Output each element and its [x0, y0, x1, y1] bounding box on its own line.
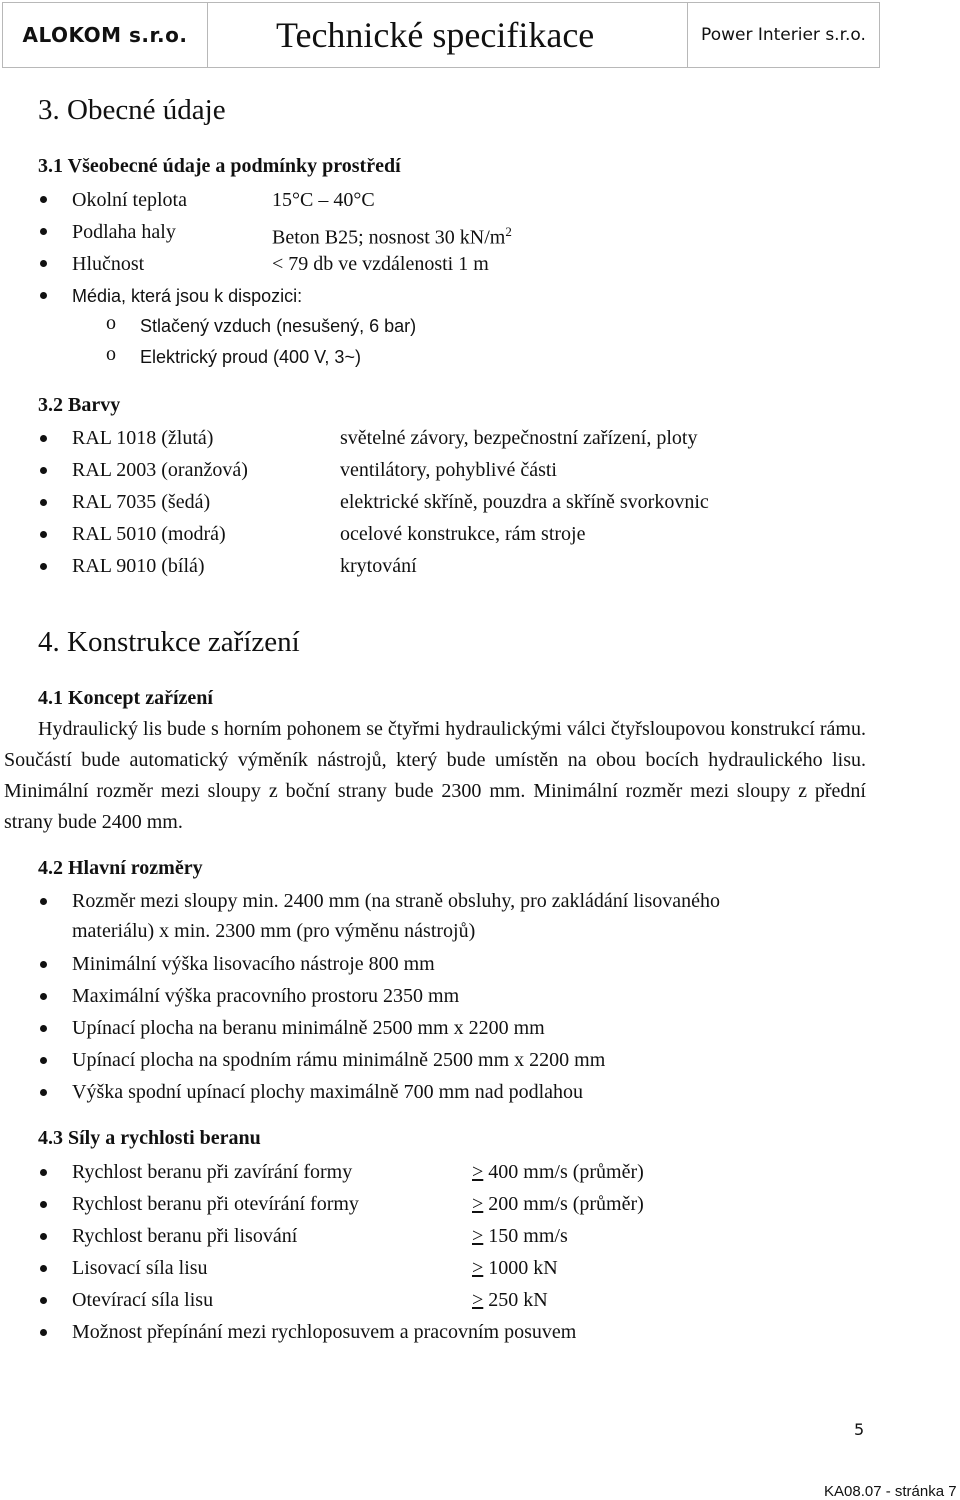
dimension-item: Rozměr mezi sloupy min. 2400 mm (na straně obsluhy, pro zakládání lisovaného	[72, 890, 721, 912]
bullet	[40, 1297, 47, 1304]
bullet	[40, 435, 47, 442]
ral-usage: světelné závory, bezpečnostní zařízení, ploty	[340, 427, 698, 449]
bullet	[40, 563, 47, 570]
force-label: Otevírací síla lisu	[72, 1289, 214, 1311]
dimension-item-continued: materiálu) x min. 2300 mm (pro výměnu nástrojů)	[72, 920, 476, 942]
media-item: Stlačený vzduch (nesušený, 6 bar)	[140, 316, 417, 336]
section-4-2-title: 4.2 Hlavní rozměry	[38, 857, 203, 879]
footer-code: KA08.07 - stránka 7	[824, 1483, 957, 1500]
section-3-title: 3. Obecné údaje	[38, 94, 226, 126]
dimension-item: Výška spodní upínací plochy maximálně 700 mm nad podlahou	[72, 1081, 584, 1103]
bullet	[40, 1025, 47, 1032]
bullet	[40, 961, 47, 968]
env-label: Podlaha haly	[72, 221, 176, 243]
section-4-title: 4. Konstrukce zařízení	[38, 626, 300, 658]
force-value: > 250 kN	[472, 1289, 548, 1311]
greater-equal-sign: >	[472, 1193, 484, 1215]
page-header	[2, 2, 880, 68]
section-4-3-title: 4.3 Síly a rychlosti beranu	[38, 1127, 261, 1149]
media-item: Elektrický proud (400 V, 3~)	[140, 347, 361, 367]
ral-code: RAL 1018 (žlutá)	[72, 427, 214, 449]
bullet	[40, 196, 47, 203]
header-company-right: Power Interier s.r.o.	[701, 25, 866, 45]
greater-equal-sign: >	[472, 1225, 484, 1247]
superscript: 2	[505, 224, 512, 239]
env-value: < 79 db ve vzdálenosti 1 m	[272, 253, 489, 275]
dimension-item: Minimální výška lisovacího nástroje 800 mm	[72, 953, 435, 975]
section-4-1-title: 4.1 Koncept zařízení	[38, 687, 213, 709]
header-title: Technické specifikace	[208, 3, 688, 67]
dimension-item: Maximální výška pracovního prostoru 2350 mm	[72, 985, 460, 1007]
ral-code: RAL 7035 (šedá)	[72, 491, 211, 513]
media-label: Média, která jsou k dispozici:	[72, 286, 303, 306]
force-label: Rychlost beranu při otevírání formy	[72, 1193, 359, 1215]
bullet	[40, 1057, 47, 1064]
bullet	[40, 228, 47, 235]
bullet	[40, 1233, 47, 1240]
force-label: Lisovací síla lisu	[72, 1257, 208, 1279]
force-item: Možnost přepínání mezi rychloposuvem a pracovním posuvem	[72, 1321, 577, 1343]
greater-equal-sign: >	[472, 1161, 484, 1183]
force-value: > 150 mm/s	[472, 1225, 568, 1247]
bullet	[40, 1265, 47, 1272]
section-3-2-title: 3.2 Barvy	[38, 394, 121, 416]
ral-usage: elektrické skříně, pouzdra a skříně svorkovnic	[340, 491, 709, 513]
ral-code: RAL 9010 (bílá)	[72, 555, 205, 577]
header-company-left: ALOKOM s.r.o.	[3, 3, 208, 67]
dimension-item: Upínací plocha na beranu minimálně 2500 mm x 2200 mm	[72, 1017, 545, 1039]
bullet	[40, 1089, 47, 1096]
bullet	[40, 260, 47, 267]
force-value: > 400 mm/s (průměr)	[472, 1161, 644, 1183]
ral-usage: krytování	[340, 555, 417, 577]
env-value: 15°C – 40°C	[272, 189, 375, 211]
force-value: > 1000 kN	[472, 1257, 558, 1279]
ral-code: RAL 5010 (modrá)	[72, 523, 226, 545]
hollow-bullet: o	[106, 312, 116, 334]
concept-paragraph: Hydraulický lis bude s horním pohonem se čtyřmi hydraulickými válci čtyřsloupovou konstrukcí rámu. Součástí bude automatický výměník nástrojů, který bude umístěn na obou bocích hydraulického lisu. Minimální rozměr mezi sloupy z boční strany bude 2300 mm. Minimální rozměr mezi sloupy z přední strany bude 2400 mm.	[4, 718, 866, 833]
bullet	[40, 993, 47, 1000]
ral-usage: ocelové konstrukce, rám stroje	[340, 523, 586, 545]
bullet	[40, 1169, 47, 1176]
force-value: > 200 mm/s (průměr)	[472, 1193, 644, 1215]
force-label: Rychlost beranu při zavírání formy	[72, 1161, 353, 1183]
greater-equal-sign: >	[472, 1289, 484, 1311]
env-label: Hlučnost	[72, 253, 145, 275]
dimension-item: Upínací plocha na spodním rámu minimálně 2500 mm x 2200 mm	[72, 1049, 606, 1071]
hollow-bullet: o	[106, 343, 116, 365]
ral-code: RAL 2003 (oranžová)	[72, 459, 248, 481]
bullet	[40, 1201, 47, 1208]
bullet	[40, 499, 47, 506]
env-value: Beton B25; nosnost 30 $kN/m^2$	[272, 224, 512, 249]
force-label: Rychlost beranu při lisování	[72, 1225, 298, 1247]
bullet	[40, 292, 47, 299]
ral-usage: ventilátory, pohyblivé části	[340, 459, 557, 481]
bullet	[40, 531, 47, 538]
page-number: 5	[854, 1420, 865, 1439]
greater-equal-sign: >	[472, 1257, 484, 1279]
env-label: Okolní teplota	[72, 189, 187, 211]
bullet	[40, 898, 47, 905]
bullet	[40, 1329, 47, 1336]
section-3-1-title: 3.1 Všeobecné údaje a podmínky prostředí	[38, 155, 401, 177]
bullet	[40, 467, 47, 474]
